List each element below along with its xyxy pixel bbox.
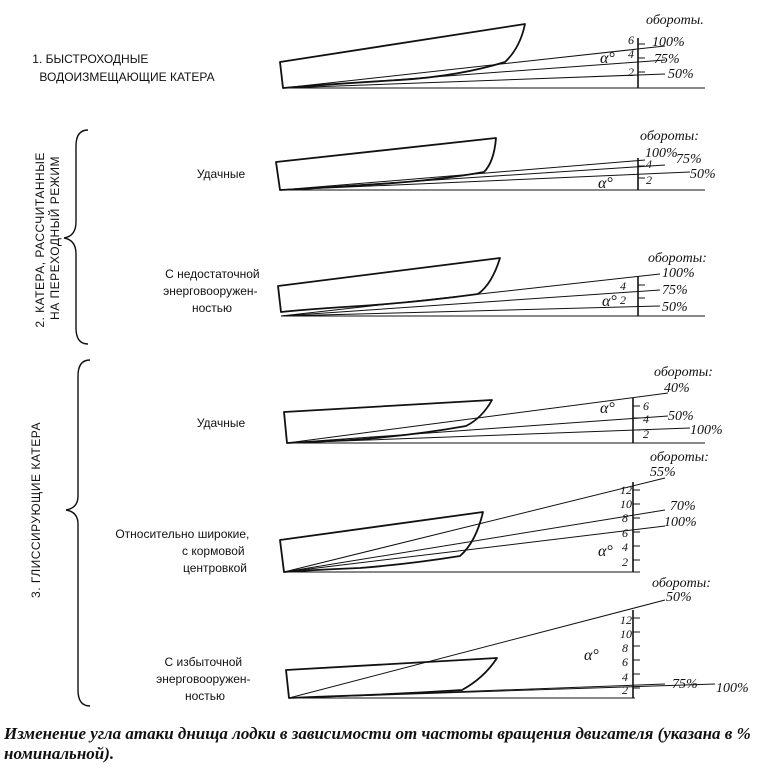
panel-label: Удачные xyxy=(196,416,246,430)
panel-label: Удачные xyxy=(196,167,246,181)
angle-label: α° xyxy=(600,50,615,67)
panel-label: С избыточной энерговооружен- ностью xyxy=(156,655,251,703)
angle-tick: 2 xyxy=(643,427,649,441)
group-bracket-transitional xyxy=(64,130,88,344)
angle-tick: 6 xyxy=(643,399,649,413)
rpm-label: обороты. xyxy=(646,13,704,28)
boat-hull xyxy=(280,512,483,572)
rpm-percent-40: 40% xyxy=(664,381,690,396)
angle-tick: 12 xyxy=(620,613,632,627)
panel-label: Относительно широкие, с кормовой центровкой xyxy=(115,527,250,575)
angle-tick: 2 xyxy=(646,173,652,187)
angle-tick: 6 xyxy=(622,526,628,540)
panel-transitional-underpowered xyxy=(163,251,707,316)
rpm-percent-50: 50% xyxy=(662,300,688,315)
panel-planing-overpowered xyxy=(156,576,749,703)
angle-tick: 2 xyxy=(622,683,628,697)
angle-tick: 10 xyxy=(620,627,632,641)
figure-caption: Изменение угла атаки днища лодки в зависимости от частоты вращения двигателя (указана в % номинальной). xyxy=(4,724,751,763)
rpm-percent-50: 50% xyxy=(668,409,694,424)
angle-label: α° xyxy=(602,293,617,310)
group-bracket-planing xyxy=(66,360,90,706)
angle-tick: 4 xyxy=(622,670,628,684)
angle-tick: 4 xyxy=(620,279,626,293)
rpm-percent-75: 75% xyxy=(676,152,702,167)
rpm-label: обороты: xyxy=(640,129,699,144)
angle-tick: 10 xyxy=(620,497,632,511)
rpm-percent-100: 100% xyxy=(662,266,695,281)
boat-hull xyxy=(280,24,525,88)
angle-label: α° xyxy=(600,400,615,417)
rpm-percent-50: 50% xyxy=(690,167,716,182)
rpm-percent-100: 100% xyxy=(690,423,723,438)
rpm-label: обороты: xyxy=(650,450,709,465)
angle-tick: 4 xyxy=(628,47,634,61)
group-title-transitional: 2. КАТЕРА, РАССЧИТАННЫЕ НА ПЕРЕХОДНЫЙ РЕЖИМ xyxy=(33,152,62,328)
angle-tick: 8 xyxy=(622,641,628,655)
rpm-percent-50: 50% xyxy=(668,67,694,82)
angle-tick: 4 xyxy=(622,540,628,554)
rpm-percent-75: 75% xyxy=(662,283,688,298)
rpm-percent-100: 100% xyxy=(652,35,685,50)
angle-tick: 6 xyxy=(622,655,628,669)
angle-tick: 12 xyxy=(620,483,632,497)
angle-label: α° xyxy=(598,175,613,192)
angle-tick: 4 xyxy=(646,157,652,171)
panel-fast-displacement xyxy=(32,13,705,88)
rpm-label: обороты: xyxy=(654,365,713,380)
rpm-percent-75: 75% xyxy=(654,52,680,67)
panel-transitional-successful xyxy=(197,129,716,192)
panel-planing-wide-aft-cg xyxy=(115,450,709,575)
rpm-percent-70: 70% xyxy=(670,499,696,514)
angle-tick: 2 xyxy=(620,293,626,307)
panel-label: 1. БЫСТРОХОДНЫЕ ВОДОИЗМЕЩАЮЩИЕ КАТЕРА xyxy=(32,52,215,84)
angle-tick: 4 xyxy=(643,412,649,426)
rpm-percent-100: 100% xyxy=(645,146,678,161)
group-title-planing: 3. ГЛИССИРУЮЩИЕ КАТЕРА xyxy=(29,422,43,598)
angle-label: α° xyxy=(598,543,613,560)
rpm-percent-75: 75% xyxy=(672,677,698,692)
angle-tick: 8 xyxy=(622,511,628,525)
trim-line-50 xyxy=(289,600,665,698)
angle-tick: 2 xyxy=(622,555,628,569)
rpm-label: обороты: xyxy=(652,576,711,591)
rpm-label: обороты: xyxy=(648,251,707,266)
rpm-percent-100: 100% xyxy=(716,681,749,696)
panel-planing-successful xyxy=(197,365,723,443)
angle-tick: 6 xyxy=(628,33,634,47)
panel-label: С недостаточной энерговооружен- ностью xyxy=(163,267,260,315)
rpm-percent-100: 100% xyxy=(664,515,697,530)
rpm-percent-55: 55% xyxy=(650,465,676,480)
angle-label: α° xyxy=(584,647,599,664)
rpm-percent-50: 50% xyxy=(666,590,692,605)
angle-tick: 2 xyxy=(628,65,634,79)
